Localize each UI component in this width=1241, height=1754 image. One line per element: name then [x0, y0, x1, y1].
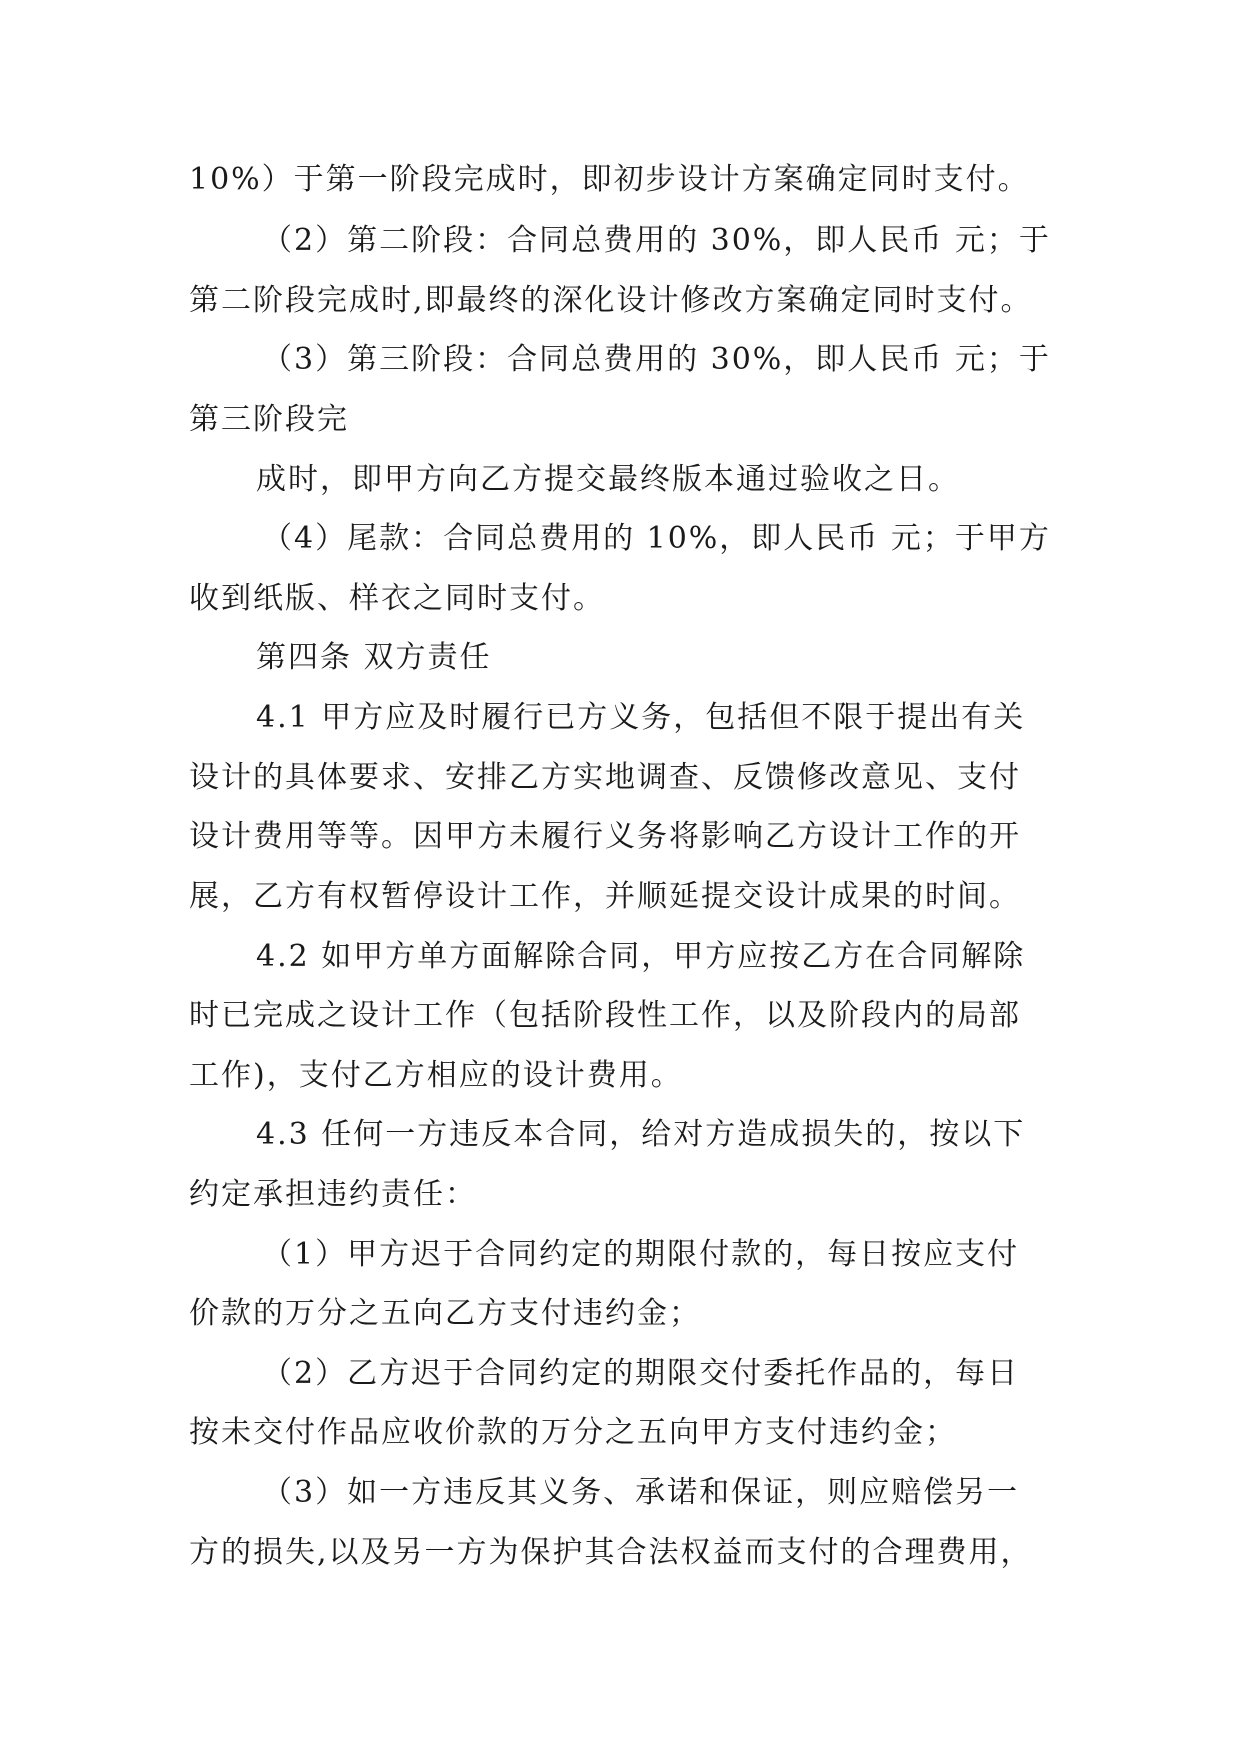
text-line: 方的损失,以及另一方为保护其合法权益而支付的合理费用，: [189, 1535, 1033, 1570]
section-heading: 第四条 双方责任: [256, 640, 492, 675]
text-line: 4.3 任何一方违反本合同，给对方造成损失的，按以下: [256, 1117, 1026, 1152]
text-line: 4.2 如甲方单方面解除合同，甲方应按乙方在合同解除: [256, 939, 1026, 974]
text-line: （2）第二阶段：合同总费用的 30%，即人民币 元；于: [262, 223, 1051, 258]
text-line: 时已完成之设计工作（包括阶段性工作，以及阶段内的局部: [189, 998, 1021, 1033]
text-line: 设计费用等等。因甲方未履行义务将影响乙方设计工作的开: [189, 819, 1021, 854]
text-line: （2）乙方迟于合同约定的期限交付委托作品的，每日: [262, 1356, 1020, 1391]
text-line: 设计的具体要求、安排乙方实地调查、反馈修改意见、支付: [189, 760, 1021, 795]
text-line: 成时，即甲方向乙方提交最终版本通过验收之日。: [256, 462, 960, 497]
text-line: 收到纸版、样衣之同时支付。: [189, 581, 605, 616]
text-line: 工作)，支付乙方相应的设计费用。: [189, 1058, 683, 1093]
text-line: 价款的万分之五向乙方支付违约金；: [189, 1296, 701, 1331]
text-line: （3）如一方违反其义务、承诺和保证，则应赔偿另一: [262, 1475, 1020, 1510]
text-line: 第二阶段完成时,即最终的深化设计修改方案确定同时支付。: [189, 283, 1033, 318]
text-line: 展，乙方有权暂停设计工作，并顺延提交设计成果的时间。: [189, 879, 1021, 914]
text-line: 约定承担违约责任：: [189, 1177, 477, 1212]
text-line: （3）第三阶段：合同总费用的 30%，即人民币 元；于: [262, 342, 1051, 377]
text-line: 4.1 甲方应及时履行已方义务，包括但不限于提出有关: [256, 700, 1026, 735]
text-line: （1）甲方迟于合同约定的期限付款的，每日按应支付: [262, 1237, 1020, 1272]
text-line: 第三阶段完: [189, 402, 349, 437]
text-line: （4）尾款：合同总费用的 10%，即人民币 元；于甲方: [262, 521, 1051, 556]
text-line: 按未交付作品应收价款的万分之五向甲方支付违约金；: [189, 1415, 957, 1450]
text-line: 10%）于第一阶段完成时，即初步设计方案确定同时支付。: [189, 162, 1030, 197]
